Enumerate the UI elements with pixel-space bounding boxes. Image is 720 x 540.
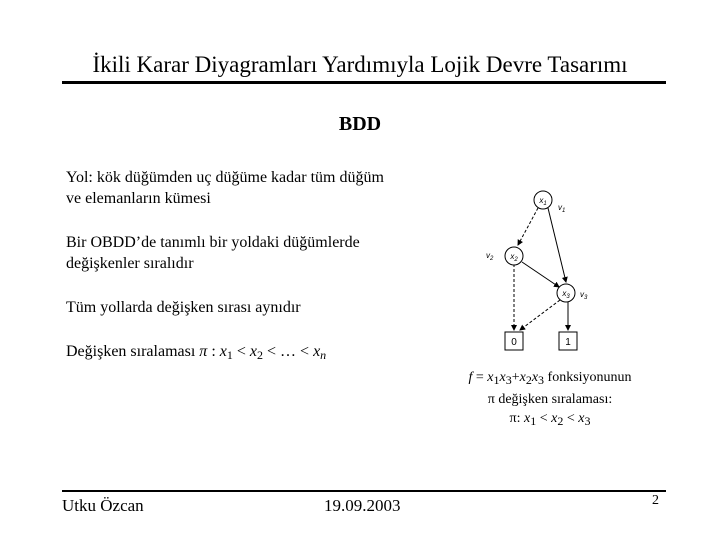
- equals: =: [472, 370, 488, 385]
- order-prefix: Değişken sıralaması: [66, 343, 196, 360]
- colon: :: [516, 411, 524, 426]
- edge-x2-x3-high: [522, 262, 559, 287]
- node-tag-v2: $v_2$: [486, 251, 494, 262]
- pi-symbol: π: [509, 411, 517, 426]
- var-x: x: [531, 370, 539, 385]
- var-x: x: [578, 411, 585, 426]
- node-tag-v1: $v_1$: [558, 203, 566, 214]
- bullet-text-line: Bir OBDD’de tanımlı bir yoldaki düğümlerde: [66, 234, 360, 251]
- edge-x1-x3-high: [548, 208, 566, 282]
- sub-2: 2: [557, 414, 564, 428]
- bullet-text-line: ve elemanların kümesi: [66, 190, 211, 207]
- var-x: x: [313, 343, 321, 360]
- lt-symbol: <: [536, 411, 552, 426]
- var-x: x: [219, 343, 227, 360]
- edge-x1-x2-low: [518, 208, 538, 245]
- footer-divider: [62, 490, 666, 492]
- caption-line-function: [420, 368, 680, 390]
- edge-x3-0-low: [520, 300, 560, 330]
- sub-n: n: [320, 348, 327, 362]
- caption-line-order: [420, 409, 680, 431]
- node-tag-v3: $v_3$: [580, 290, 588, 301]
- var-f: f: [468, 370, 473, 385]
- bullet-variable-order: [66, 341, 446, 366]
- sub-2: 2: [525, 373, 532, 387]
- bullet-text-line: Yol: kök düğümden uç düğüme kadar tüm düğüm: [66, 169, 384, 186]
- node-label-x3: $x_3$: [562, 289, 570, 300]
- sub-3: 3: [505, 373, 512, 387]
- sub-3: 3: [538, 373, 545, 387]
- var-x: x: [551, 411, 558, 426]
- plus: +: [511, 370, 520, 385]
- caption-word: fonksiyonunun: [544, 370, 632, 385]
- sub-1: 1: [493, 373, 500, 387]
- var-x: x: [499, 370, 506, 385]
- var-x: x: [519, 370, 526, 385]
- ellipsis: < … <: [263, 343, 314, 360]
- bullet-path-definition: [66, 167, 446, 209]
- footer-author: Utku Özcan: [62, 496, 144, 515]
- bullet-same-order: Tüm yollarda değişken sırası aynıdır: [66, 299, 301, 316]
- diagram-caption: [420, 368, 680, 431]
- caption-line-order-label: π değişken sıralaması:: [487, 392, 613, 407]
- var-x: x: [487, 370, 494, 385]
- sub-1: 1: [530, 414, 537, 428]
- lt-symbol: <: [232, 343, 250, 360]
- bdd-diagram: [470, 190, 620, 365]
- var-x: x: [249, 343, 258, 360]
- sub-3: 3: [584, 414, 591, 428]
- title-divider: [62, 81, 666, 84]
- bullet-text-line: değişkenler sıralıdır: [66, 255, 194, 272]
- bullet-obdd-order: [66, 232, 446, 274]
- colon: :: [207, 343, 220, 360]
- page-number: 2: [652, 493, 659, 508]
- sub-2: 2: [257, 348, 264, 362]
- node-label-x2: $x_2$: [510, 252, 518, 263]
- lt-symbol: <: [563, 411, 579, 426]
- footer-date: 19.09.2003: [324, 496, 401, 515]
- pi-symbol: π: [199, 343, 208, 360]
- sub-1: 1: [226, 348, 233, 362]
- slide-title: İkili Karar Diyagramları Yardımıyla Lojik Devre Tasarımı: [92, 52, 628, 77]
- node-label-x1: $x_1$: [539, 196, 547, 207]
- terminal-0-label: 0: [511, 337, 517, 348]
- terminal-1-label: 1: [565, 337, 571, 348]
- var-x: x: [524, 411, 531, 426]
- section-heading: BDD: [338, 113, 382, 135]
